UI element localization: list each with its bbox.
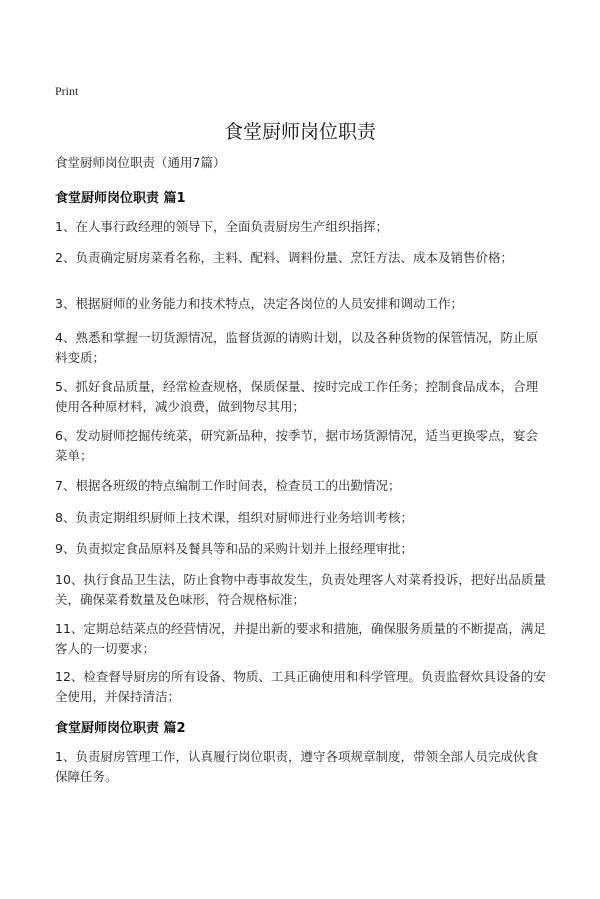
list-item: 11、定期总结菜点的经营情况，并提出新的要求和措施，确保服务质量的不断提高，满足客人的一切要求； — [55, 621, 546, 656]
list-item: 6、发动厨师挖掘传统菜，研究新品种，按季节，据市场货源情况，适当更换零点，宴会菜单； — [55, 428, 538, 463]
list-item: 9、负责拟定食品原料及餐具等和品的采购计划并上报经理审批； — [55, 541, 413, 556]
list-item: 1、在人事行政经理的领导下，全面负责厨房生产组织指挥； — [55, 219, 388, 234]
list-item: 10、执行食品卫生法，防止食物中毒事故发生，负责处理客人对菜肴投诉，把好出品质量关，确保菜肴数量及色味形，符合规格标准； — [55, 572, 546, 607]
list-item: 12、检查督导厨房的所有设备、物质、工具正确使用和科学管理。负责监督炊具设备的安全使用，并保持清洁； — [55, 669, 546, 704]
page-title: 食堂厨师岗位职责 — [223, 121, 376, 143]
section-heading-1: 食堂厨师岗位职责 篇1 — [55, 191, 186, 206]
list-item: 7、根据各班级的特点编制工作时间表，检查员工的出勤情况； — [55, 478, 401, 493]
document-subtitle: 食堂厨师岗位职责（通用7篇） — [55, 155, 226, 170]
list-item: 1、负责厨房管理工作，认真履行岗位职责，遵守各项规章制度，带领全部人员完成伙食保障任务。 — [55, 749, 538, 784]
list-item: 4、熟悉和掌握一切货源情况，监督货源的请购计划，以及各种货物的保管情况，防止原料变质； — [55, 330, 538, 365]
list-item: 8、负责定期组织厨师上技术课，组织对厨师进行业务培训考核； — [55, 510, 413, 525]
print-label: Print — [55, 84, 79, 98]
list-item: 5、抓好食品质量，经常检查规格，保质保量、按时完成工作任务；控制食品成本，合理使用各种原材料，减少浪费，做到物尽其用； — [55, 379, 538, 414]
section-heading-2: 食堂厨师岗位职责 篇2 — [55, 721, 186, 736]
list-item: 3、根据厨师的业务能力和技术特点，决定各岗位的人员安排和调动工作； — [55, 296, 463, 311]
list-item: 2、负责确定厨房菜肴名称，主料、配料、调料份量、烹饪方法、成本及销售价格； — [55, 250, 513, 265]
